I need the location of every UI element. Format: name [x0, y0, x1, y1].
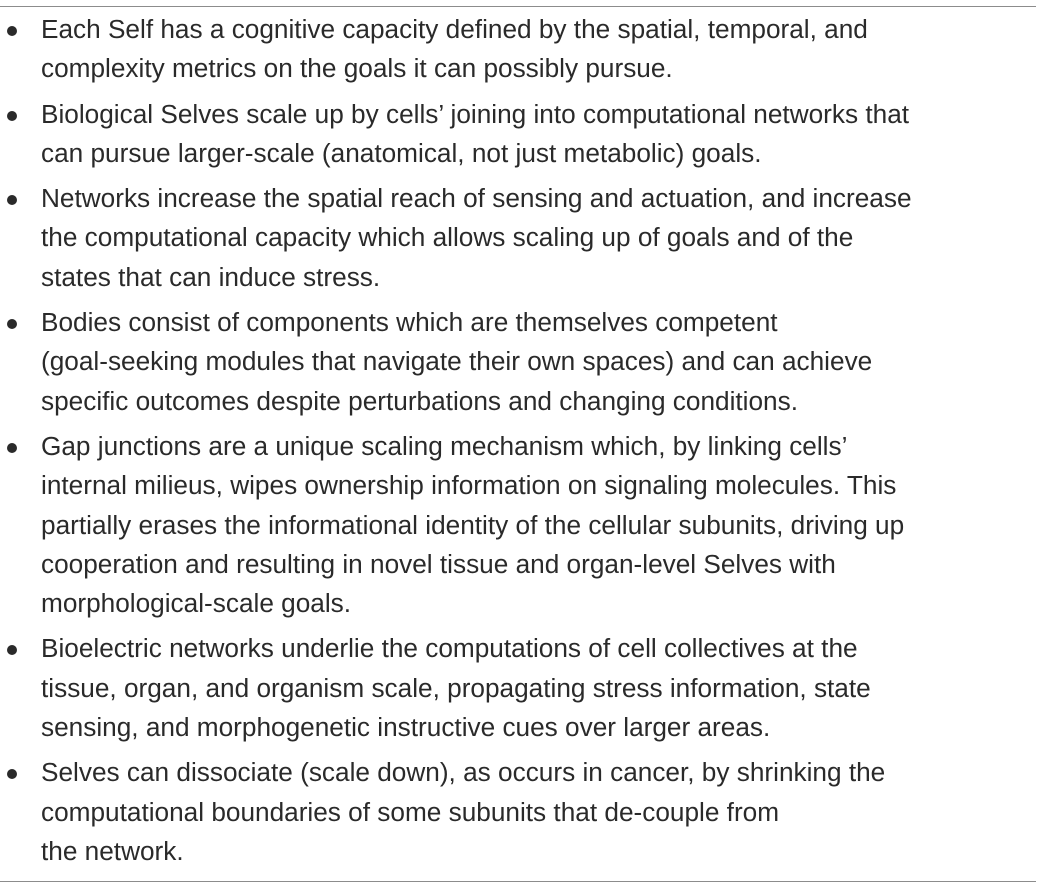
item-line: (goal-seeking modules that navigate their own spaces) and can achieve [41, 346, 873, 377]
item-line: Gap junctions are a unique scaling mechanism which, by linking cells’ [41, 430, 848, 461]
list-item [0, 427, 1036, 623]
item-line: Networks increase the spatial reach of sensing and actuation, and increase [41, 183, 912, 214]
item-line: states that can induce stress. [41, 261, 381, 292]
bullet-icon [7, 769, 17, 779]
bullet-icon [7, 319, 17, 329]
item-line: Each Self has a cognitive capacity defined by the spatial, temporal, and [41, 14, 868, 44]
item-line: the network. [41, 835, 184, 866]
bullet-icon [7, 645, 17, 655]
item-line: Selves can dissociate (scale down), as occurs in cancer, by shrinking the [41, 757, 886, 788]
list-item [0, 303, 1036, 421]
item-line: complexity metrics on the goals it can possibly pursue. [41, 53, 673, 84]
list-item [0, 95, 1036, 174]
top-rule [0, 6, 1036, 7]
item-line: sensing, and morphogenetic instructive cues over larger areas. [41, 712, 771, 743]
bullet-list [0, 10, 1036, 877]
item-line: tissue, organ, and organism scale, propagating stress information, state [41, 672, 871, 703]
list-item [0, 629, 1036, 747]
item-line: specific outcomes despite perturbations and changing conditions. [41, 385, 798, 416]
bottom-rule [0, 881, 1036, 882]
bullet-icon [7, 443, 17, 453]
bullet-icon [7, 26, 17, 36]
list-item [0, 179, 1036, 297]
item-line: internal milieus, wipes ownership information on signaling molecules. This [41, 470, 897, 501]
item-line: can pursue larger-scale (anatomical, not just metabolic) goals. [41, 137, 762, 168]
item-line: Bodies consist of components which are themselves competent [41, 307, 778, 338]
list-item [0, 753, 1036, 871]
item-line: Biological Selves scale up by cells’ joining into computational networks that [41, 98, 910, 129]
item-line: computational boundaries of some subunits that de-couple from [41, 796, 780, 827]
list-item [0, 10, 1036, 89]
bullet-icon [7, 195, 17, 205]
item-line: partially erases the informational identity of the cellular subunits, driving up [41, 509, 905, 540]
item-line: morphological-scale goals. [41, 588, 352, 619]
item-line: the computational capacity which allows scaling up of goals and of the [41, 222, 854, 253]
bullet-icon [7, 111, 17, 121]
item-line: cooperation and resulting in novel tissue and organ-level Selves with [41, 548, 836, 579]
item-line: Bioelectric networks underlie the computations of cell collectives at the [41, 633, 858, 664]
